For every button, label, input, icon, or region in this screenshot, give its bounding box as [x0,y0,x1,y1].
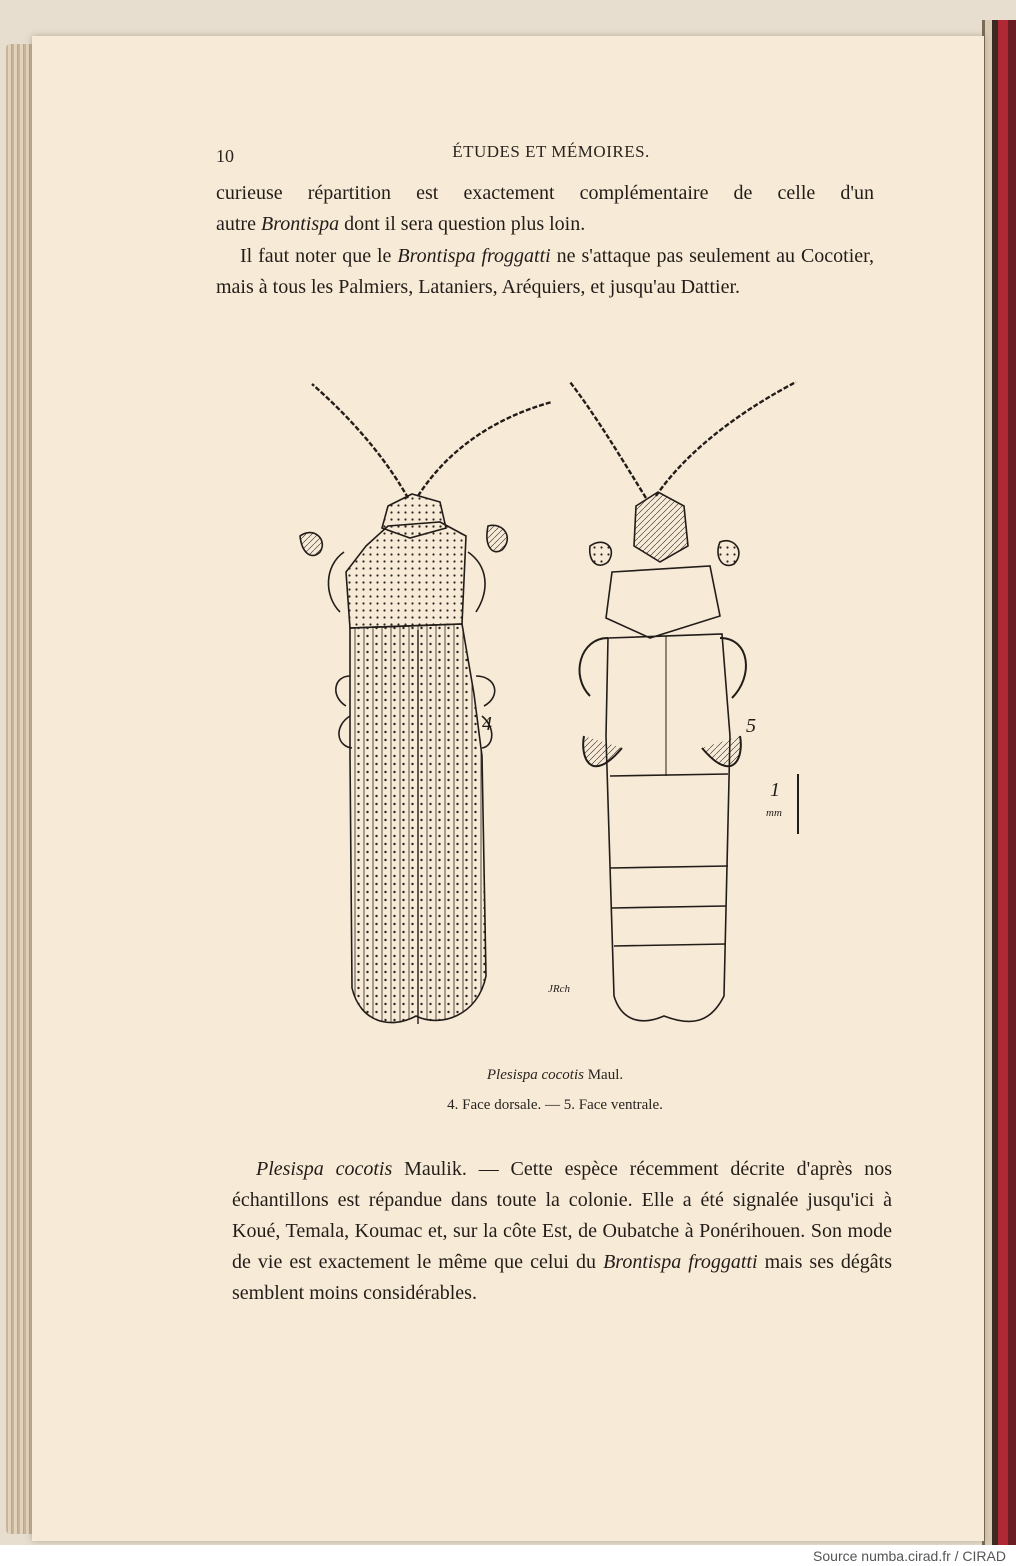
text-run: autre [216,213,261,235]
species-author: Maulik. [392,1158,467,1180]
paragraph-1 [216,178,874,240]
caption-species [230,1060,880,1090]
figure-label-5: 5 [746,715,756,737]
beetle-dorsal-view [300,384,552,1024]
scale-number: 1 [770,779,780,801]
species-name: Plesispa cocotis [256,1158,393,1180]
figure-caption [230,1060,880,1120]
paragraph-1-line-2 [216,209,874,240]
text-run: mais ses dégâts semblent moins considérables. [232,1251,893,1304]
text-run: — Cette espèce récemment décrite d'après nos échantillons est répandue dans toute la colonie. Elle a été signalée jusqu'ici à Koué, Temala, Koumac et, sur la côte Est, de Oubatche à Ponérihouen. Son mode de vie est exactement le même que celui du [232,1158,892,1273]
scale-unit: mm [766,807,782,819]
illustrator-signature: JRch [548,983,570,995]
species-name: Brontispa [260,213,340,235]
book-binding-right [982,20,1016,1545]
species-name: Plesispa cocotis [486,1067,584,1083]
text-run: dont il sera question plus loin. [339,213,586,235]
beetle-illustration [290,376,810,1036]
paragraph-3-text [232,1154,892,1309]
text-run: ne s'attaque pas seulement au Cocotier, mais à tous les Palmiers, Lataniers, Aréquiers, et jusqu'au Dattier. [216,245,875,298]
species-name: Brontispa froggatti [603,1251,758,1273]
beetle-ventral-view [570,382,796,1021]
scale-bar [766,774,798,834]
paragraph-2 [216,241,874,303]
paragraph-2-text [216,241,874,303]
caption-legend: 4. Face dorsale. — 5. Face ventrale. [447,1097,663,1113]
source-credit: Source numba.cirad.fr / CIRAD [813,1548,1006,1564]
paragraph-1-line-1: curieuse répartition est exactement complémentaire de celle d'un [216,182,874,204]
species-author: Maul. [583,1067,624,1083]
text-run: Il faut noter que le [240,245,398,267]
figure-label-4: 4 [482,713,492,735]
species-name: Brontispa froggatti [397,245,551,267]
page-number: 10 [216,146,234,166]
running-head [216,142,886,170]
paragraph-3 [232,1154,892,1309]
running-title: ÉTUDES ET MÉMOIRES. [452,142,650,161]
